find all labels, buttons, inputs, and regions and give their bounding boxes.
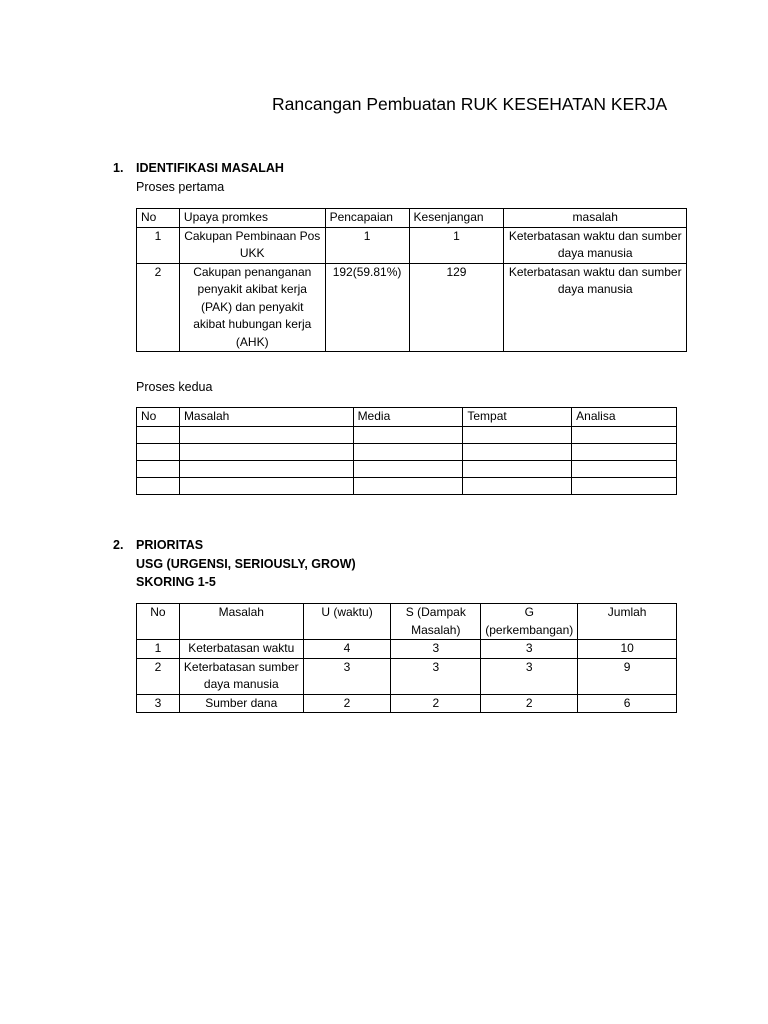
section-2-line-skoring: SKORING 1-5 [136,575,216,589]
table-cell [137,443,180,460]
header-cell: Masalah [179,408,353,427]
table-cell: 10 [578,640,677,659]
table-cell [179,477,353,494]
table-prioritas [136,603,677,713]
header-cell: G (perkembangan) [481,604,578,640]
table-cell: Keterbatasan waktu dan sumber daya manusia [504,227,687,263]
header-cell: Masalah [179,604,303,640]
table-proses-kedua [136,407,677,495]
table-cell [137,426,180,443]
header-cell: U (waktu) [303,604,391,640]
table-cell: 3 [481,640,578,659]
table-header-row [137,209,687,228]
table-cell: 3 [303,658,391,694]
header-cell: S (Dampak Masalah) [391,604,481,640]
table-cell [179,443,353,460]
header-cell: Upaya promkes [179,209,325,228]
table-cell: Cakupan Pembinaan Pos UKK [179,227,325,263]
table-cell: 9 [578,658,677,694]
table-cell [463,460,572,477]
table-cell: 129 [409,263,504,352]
table-cell [572,477,677,494]
table-cell: 3 [137,694,180,713]
header-cell: Analisa [572,408,677,427]
table-cell: 6 [578,694,677,713]
table-row [137,694,677,713]
table-cell: 2 [137,658,180,694]
header-cell: Pencapaian [325,209,409,228]
table-header-row [137,604,677,640]
table-row [137,477,677,494]
table-cell [137,477,180,494]
section-1-subheading-1: Proses pertama [136,180,225,194]
table-cell [463,426,572,443]
table-cell: Keterbatasan waktu dan sumber daya manusia [504,263,687,352]
table-cell [179,426,353,443]
header-cell: Tempat [463,408,572,427]
header-cell: No [137,408,180,427]
table-cell: 1 [137,640,180,659]
table-cell [353,460,463,477]
table-row [137,460,677,477]
table-cell [353,443,463,460]
header-cell: Media [353,408,463,427]
table-row [137,263,687,352]
table-row [137,227,687,263]
table-cell: 3 [481,658,578,694]
table-cell: 3 [391,658,481,694]
table-cell: 192(59.81%) [325,263,409,352]
table-cell: 1 [409,227,504,263]
table-cell: 2 [391,694,481,713]
table-cell: 4 [303,640,391,659]
table-cell [353,426,463,443]
table-row [137,426,677,443]
page-title: Rancangan Pembuatan RUK KESEHATAN KERJA [272,94,668,114]
table-cell [572,426,677,443]
table-cell [572,443,677,460]
header-cell: Jumlah [578,604,677,640]
table-cell: Sumber dana [179,694,303,713]
section-2-number: 2. [113,538,124,552]
table-cell: 2 [137,263,180,352]
table-cell: Cakupan penanganan penyakit akibat kerja (PAK) dan penyakit akibat hubungan kerja (AHK) [179,263,325,352]
section-2-line-usg: USG (URGENSI, SERIOUSLY, GROW) [136,557,356,571]
header-cell: No [137,604,180,640]
table-header-row [137,408,677,427]
table-row [137,443,677,460]
section-2-heading: PRIORITAS [136,538,204,552]
section-1-number: 1. [113,161,124,175]
table-cell: 1 [137,227,180,263]
table-cell: 3 [391,640,481,659]
section-1-heading: IDENTIFIKASI MASALAH [136,161,284,175]
table-proses-pertama [136,208,687,352]
table-cell [179,460,353,477]
header-cell: Kesenjangan [409,209,504,228]
table-cell: Keterbatasan sumber daya manusia [179,658,303,694]
table-cell: Keterbatasan waktu [179,640,303,659]
table-cell: 1 [325,227,409,263]
table-cell [463,477,572,494]
table-row [137,658,677,694]
table-cell [463,443,572,460]
section-1-subheading-2: Proses kedua [136,380,213,394]
header-cell: No [137,209,180,228]
table-cell [572,460,677,477]
table-cell: 2 [481,694,578,713]
table-cell [137,460,180,477]
table-cell: 2 [303,694,391,713]
header-cell: masalah [504,209,687,228]
table-row [137,640,677,659]
table-cell [353,477,463,494]
